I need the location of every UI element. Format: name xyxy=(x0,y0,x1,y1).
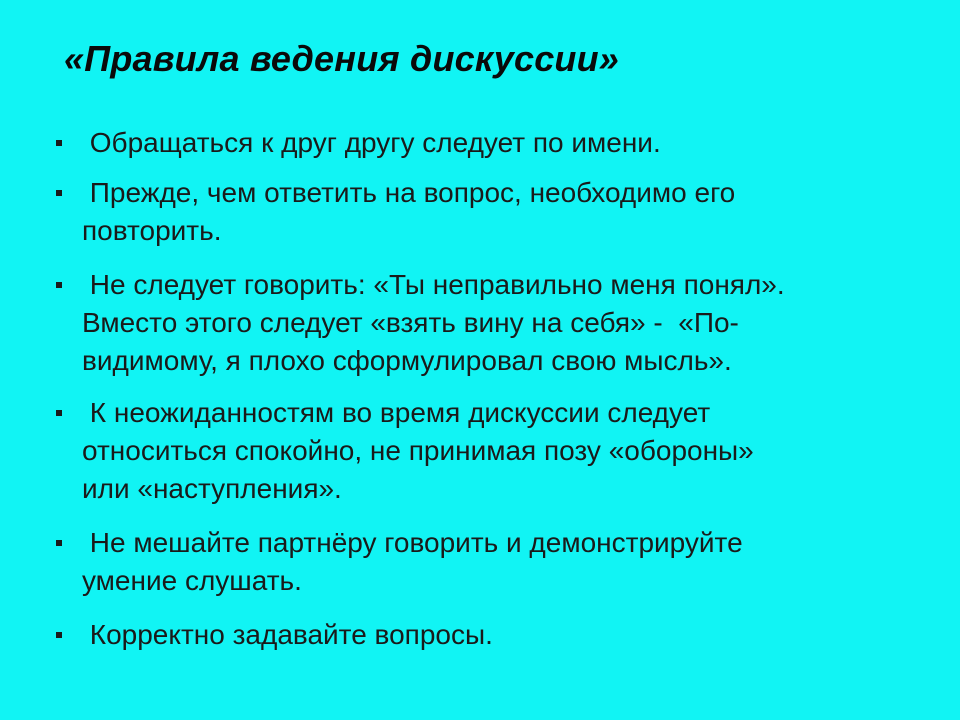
bullet-text: К неожиданностям во время дискуссии следует относиться спокойно, не принимая позу «обороны» или «наступления». xyxy=(82,397,754,504)
bullet-marker-icon xyxy=(56,410,62,416)
bullet-item-5 xyxy=(56,524,926,600)
bullet-item-4 xyxy=(56,394,926,508)
slide-title: «Правила ведения дискуссии» xyxy=(64,38,620,79)
bullet-text: Не мешайте партнёру говорить и демонстрируйте умение слушать. xyxy=(82,527,743,596)
bullet-item-2 xyxy=(56,174,926,250)
bullet-text: Обращаться к друг другу следует по имени. xyxy=(82,127,661,158)
bullet-list xyxy=(56,124,926,666)
bullet-marker-icon xyxy=(56,140,62,146)
bullet-marker-icon xyxy=(56,190,62,196)
bullet-item-3 xyxy=(56,266,926,380)
bullet-marker-icon xyxy=(56,282,62,288)
bullet-item-6 xyxy=(56,616,926,654)
bullet-text: Корректно задавайте вопросы. xyxy=(82,619,493,650)
bullet-marker-icon xyxy=(56,540,62,546)
bullet-item-1 xyxy=(56,124,926,162)
bullet-text: Не следует говорить: «Ты неправильно меня понял». Вместо этого следует «взять вину на себя» - «По- видимому, я плохо сформулировал свою мысль». xyxy=(82,269,785,376)
bullet-text: Прежде, чем ответить на вопрос, необходимо его повторить. xyxy=(82,177,736,246)
bullet-marker-icon xyxy=(56,632,62,638)
